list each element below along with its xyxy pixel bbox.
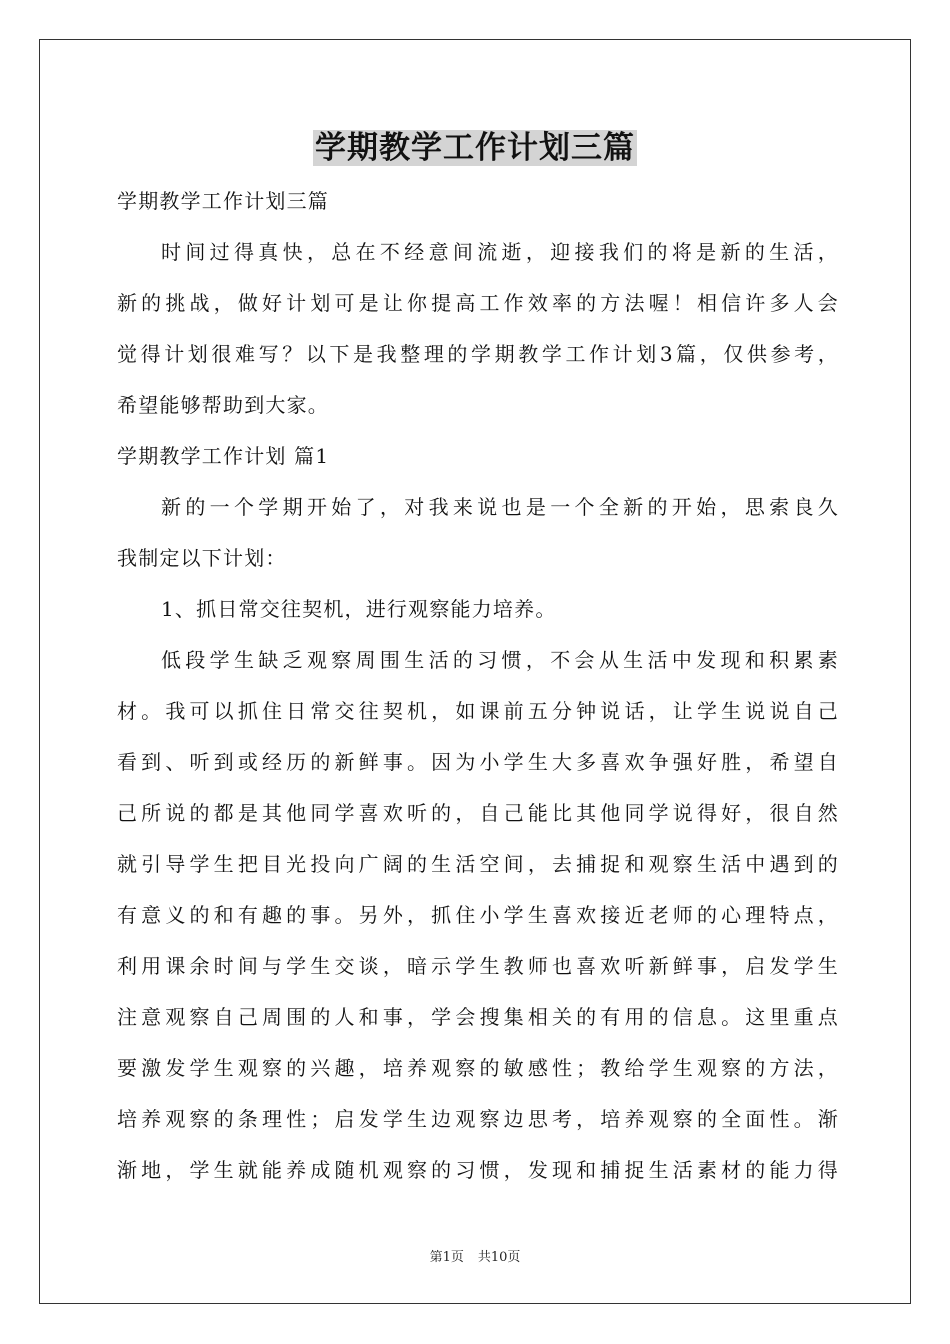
body-line: 觉得计划很难写？以下是我整理的学期教学工作计划3篇，仅供参考， bbox=[117, 342, 839, 366]
document-title bbox=[0, 126, 950, 170]
body-line: 低段学生缺乏观察周围生活的习惯，不会从生活中发现和积累素 bbox=[161, 648, 839, 672]
body-line: 我制定以下计划： bbox=[117, 546, 287, 570]
body-line: 看到、听到或经历的新鲜事。因为小学生大多喜欢争强好胜，希望自 bbox=[117, 750, 839, 774]
body-line: 己所说的都是其他同学喜欢听的，自己能比其他同学说得好，很自然 bbox=[117, 801, 839, 825]
body-line: 注意观察自己周围的人和事，学会搜集相关的有用的信息。这里重点 bbox=[117, 1005, 839, 1029]
body-line: 新的一个学期开始了，对我来说也是一个全新的开始，思索良久 bbox=[161, 495, 839, 519]
section-heading: 学期教学工作计划 篇1 bbox=[117, 444, 330, 468]
body-line: 希望能够帮助到大家。 bbox=[117, 393, 329, 417]
body-line: 渐地，学生就能养成随机观察的习惯，发现和捕捉生活素材的能力得 bbox=[117, 1158, 839, 1182]
page-total: 共10页 bbox=[477, 1250, 521, 1265]
body-line: 材。我可以抓住日常交往契机，如课前五分钟说话，让学生说说自己 bbox=[117, 699, 839, 723]
body-line: 培养观察的条理性；启发学生边观察边思考，培养观察的全面性。渐 bbox=[117, 1107, 839, 1131]
list-item-heading: 1、抓日常交往契机，进行观察能力培养。 bbox=[161, 597, 557, 621]
body-line: 利用课余时间与学生交谈，暗示学生教师也喜欢听新鲜事，启发学生 bbox=[117, 954, 839, 978]
body-line: 要激发学生观察的兴趣，培养观察的敏感性；教给学生观察的方法， bbox=[117, 1056, 839, 1080]
body-line: 就引导学生把目光投向广阔的生活空间，去捕捉和观察生活中遇到的 bbox=[117, 852, 839, 876]
page-footer bbox=[0, 1246, 950, 1265]
body-line: 新的挑战，做好计划可是让你提高工作效率的方法喔！相信许多人会 bbox=[117, 291, 839, 315]
document-title-text: 学期教学工作计划三篇 bbox=[315, 130, 635, 166]
body-line: 有意义的和有趣的事。另外，抓住小学生喜欢接近老师的心理特点， bbox=[117, 903, 839, 927]
document-body bbox=[117, 176, 839, 1196]
body-subtitle: 学期教学工作计划三篇 bbox=[117, 189, 329, 213]
page-number: 第1页 bbox=[429, 1250, 464, 1265]
body-line: 时间过得真快，总在不经意间流逝，迎接我们的将是新的生活， bbox=[161, 240, 839, 264]
